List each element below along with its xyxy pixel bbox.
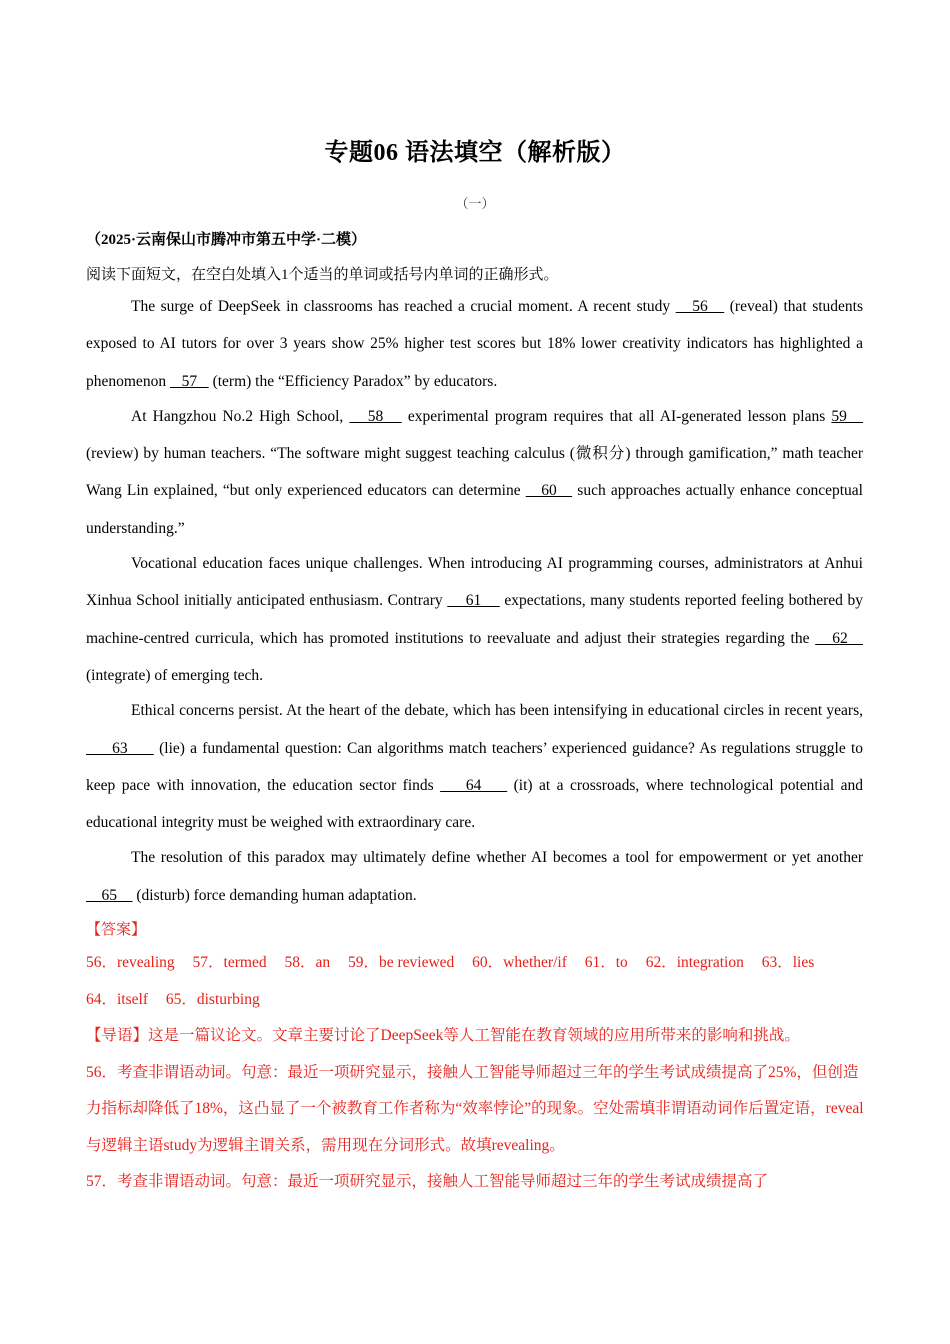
page-title: 专题06 语法填空（解析版） bbox=[324, 140, 626, 166]
answer-item: 61．to bbox=[584, 954, 628, 971]
passage-text: expectations, many students reported feeling bothered by machine-centred curricula, which has promoted institutions to reevaluate and adjust their strategies regarding the bbox=[86, 592, 863, 647]
answer-item: 58．an bbox=[284, 954, 331, 971]
exam-source: （2025·云南保山市腾冲市第五中学·二模） bbox=[86, 232, 367, 248]
passage-paragraph-2 bbox=[86, 398, 863, 547]
answer-item: 60．whether/if bbox=[472, 954, 567, 971]
blank-64: 64 bbox=[440, 776, 508, 794]
passage-text: (lie) a fundamental question: Can algorithms match teachers’ experienced guidance? As regulations struggle to keep pace with innovation, the education sector finds bbox=[86, 739, 863, 794]
passage-text: Ethical concerns persist. At the heart of the debate, which has been intensifying in educational circles in recent years, bbox=[131, 702, 863, 720]
blank-56: 56 bbox=[675, 298, 725, 315]
passage-text: (review) by human teachers. “The software might suggest teaching calculus (微积分) through gamification,” math teacher Wang Lin explained, “but only experienced educators can determine bbox=[86, 445, 863, 500]
answer-list bbox=[86, 944, 876, 1018]
answer-heading: 【答案】 bbox=[86, 922, 147, 938]
passage-text: The resolution of this paradox may ultimately define whether AI becomes a tool for empowerment or yet another bbox=[131, 849, 863, 867]
blank-58: 58 bbox=[349, 407, 402, 425]
passage-text: experimental program requires that all AI-generated lesson plans bbox=[401, 407, 832, 425]
passage-text: Vocational education faces unique challenges. When introducing AI programming courses, administrators at Anhui Xinhua School initially anticipated enthusiasm. Contrary bbox=[86, 555, 863, 610]
blank-61: 61 bbox=[447, 592, 500, 610]
explanation-57: 57．考查非谓语动词。句意：最近一项研究显示，接触人工智能导师超过三年的学生考试成绩提高了 bbox=[86, 1173, 769, 1190]
instruction: 阅读下面短文，在空白处填入1个适当的单词或括号内单词的正确形式。 bbox=[86, 267, 559, 283]
passage-paragraph-5 bbox=[86, 839, 863, 914]
passage-text: (integrate) of emerging tech. bbox=[86, 666, 264, 684]
passage-text: such approaches actually enhance conceptual understanding.” bbox=[86, 482, 863, 537]
answer-item: 63．lies bbox=[761, 954, 815, 971]
answer-item: 56．revealing bbox=[86, 954, 175, 971]
blank-57: 57 bbox=[169, 372, 209, 390]
passage-text: (disturb) force demanding human adaptation. bbox=[132, 886, 417, 904]
section-label: （一） bbox=[455, 196, 495, 211]
explanation-56: 56．考查非谓语动词。句意：最近一项研究显示，接触人工智能导师超过三年的学生考试成绩提高了25%，但创造力指标却降低了18%，这凸显了一个被教育工作者称为“效率悖论”的现象。空处需填非谓语动词作后置定语，reveal与逻辑主语study为逻辑主谓关系，需用现在分词形式。故填revealing。 bbox=[86, 1063, 864, 1154]
blank-59: 59 bbox=[831, 407, 864, 425]
blank-62: 62 bbox=[815, 629, 864, 647]
passage bbox=[86, 288, 863, 912]
passage-paragraph-3 bbox=[86, 545, 863, 694]
answer-item: 59．be reviewed bbox=[347, 954, 455, 971]
passage-text: (reveal) that students exposed to AI tutors for over 3 years show 25% higher test scores but 18% lower creativity indicators has highlighted a phenomenon bbox=[86, 298, 864, 390]
answer-item: 64．itself bbox=[86, 991, 148, 1008]
passage-text: (term) the “Efficiency Paradox” by educators. bbox=[208, 372, 498, 390]
explanation-section bbox=[86, 1018, 866, 1201]
passage-paragraph-1 bbox=[86, 288, 863, 400]
passage-text: (it) at a crossroads, where technological potential and educational integrity must be weighed with extraordinary care. bbox=[86, 776, 863, 832]
blank-65: 65 bbox=[86, 886, 133, 904]
blank-60: 60 bbox=[525, 482, 573, 500]
answer-item: 65．disturbing bbox=[165, 991, 260, 1008]
passage-paragraph-4 bbox=[86, 692, 863, 841]
passage-text: The surge of DeepSeek in classrooms has reached a crucial moment. A recent study bbox=[131, 298, 676, 315]
answer-item: 62．integration bbox=[645, 954, 744, 971]
passage-text: At Hangzhou No.2 High School, bbox=[131, 407, 350, 425]
explanation-intro: 【导语】这是一篇议论文。文章主要讨论了DeepSeek等人工智能在教育领域的应用所带来的影响和挑战。 bbox=[86, 1027, 800, 1044]
answer-item: 57．termed bbox=[192, 954, 267, 971]
blank-63: 63 bbox=[86, 739, 154, 757]
